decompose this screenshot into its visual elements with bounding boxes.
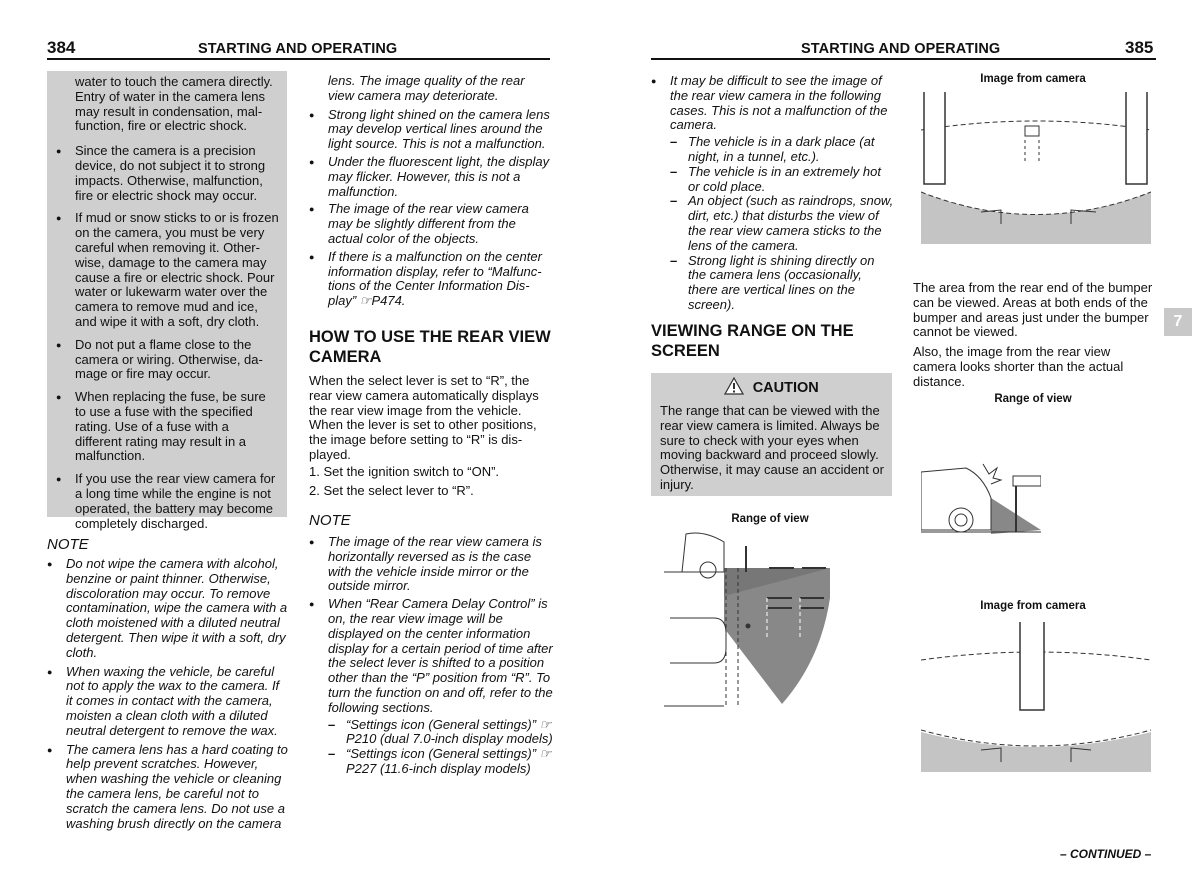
visibility-dash-list bbox=[670, 135, 895, 313]
caution-body: The range that can be viewed with the rear view camera is limited. Always be sure to check with your eyes when moving backward and proceed slowly. Otherwise, it may cause an accident or injury. bbox=[660, 403, 884, 492]
light-burst-icon bbox=[983, 464, 1001, 484]
left-header-title: STARTING AND OPERATING bbox=[198, 41, 398, 57]
left-page-number: 384 bbox=[47, 38, 76, 57]
note2-list bbox=[309, 535, 553, 716]
section-heading-how-to-use: HOW TO USE THE REAR VIEW CAMERA bbox=[309, 328, 551, 366]
visibility-item: ● It may be difficult to see the image of the rear view camera in the following cases. This is not a malfunction of the camera. bbox=[651, 74, 895, 133]
col2-list bbox=[309, 108, 553, 309]
right-header-title: STARTING AND OPERATING bbox=[801, 41, 1001, 57]
note2-dash-list bbox=[328, 718, 553, 777]
caution-header bbox=[651, 377, 892, 399]
note-item: ● When waxing the vehicle, be careful not to apply the wax to the camera. If it comes in contact with the camera, moisten a clean cloth with a diluted neutral detergent to remove the wax. bbox=[47, 665, 289, 739]
note2-item: ● The image of the rear view camera is horizontally reversed as is the case with the vehicle inside mirror or the outside mirror. bbox=[309, 535, 553, 594]
col2-intro: lens. The image quality of the rear view camera may deteriorate. bbox=[328, 73, 525, 103]
left-header-rule bbox=[47, 58, 550, 60]
warning-box bbox=[47, 71, 287, 531]
visibility-dash-item: – The vehicle is in a dark place (at night, in a tunnel, etc.). bbox=[670, 135, 895, 165]
car-top-icon bbox=[670, 618, 726, 663]
step-item: 1. Set the ignition switch to “ON”. bbox=[309, 464, 500, 479]
image-from-camera-caption-2: Image from camera bbox=[980, 600, 1086, 612]
warning-item: ● If mud or snow sticks to or is frozen on the camera, you must be very careful when removing it. Other-wise, damage to the camera may cause a fire or electric shock. Pour water or lukewarm water over the camera to remove mud and ice, and wipe it with a soft, dry cloth. bbox=[56, 211, 279, 329]
bumper-body-2: Also, the image from the rear view camera looks shorter than the actual distance. bbox=[913, 344, 1124, 389]
visibility-dash-item: – The vehicle is in an extremely hot or cold place. bbox=[670, 165, 895, 195]
note2-dash-item: – “Settings icon (General settings)” ☞P227 (11.6-inch display models) bbox=[328, 747, 553, 777]
camera-image-diagram-2 bbox=[921, 622, 1151, 772]
warning-item: ● When replacing the fuse, be sure to use a fuse with the specified rating. Use of a fuse with a different rating may result in a malfunction. bbox=[56, 390, 279, 464]
warning-item: ● If you use the rear view camera for a long time while the engine is not operated, the battery may become completely discharged. bbox=[56, 472, 279, 531]
note-list bbox=[47, 557, 289, 836]
warning-item: ● Do not put a flame close to the camera or wiring. Otherwise, da-mage or fire may occur. bbox=[56, 338, 279, 382]
note2-heading: NOTE bbox=[309, 512, 351, 529]
how-to-use-body: When the select lever is set to “R”, the rear view camera automatically displays the rear view image from the vehicle. When the lever is set to other positions, the image before setting to “R” is dis-played. bbox=[309, 373, 539, 462]
bumper-body-1: The area from the rear end of the bumper can be viewed. Areas at both ends of the bumper and areas just under the bumper cannot be viewed. bbox=[913, 280, 1153, 340]
visibility-dash-item: – Strong light is shining directly on the camera lens (occasionally, there are vertical lines on the screen). bbox=[670, 254, 895, 313]
warning-list bbox=[47, 138, 287, 531]
note-item: ● The camera lens has a hard coating to help prevent scratches. However, when washing the vehicle or cleaning the camera lens, be careful not to scratch the camera lens. Do not use a washing brush directly on the camera bbox=[47, 743, 289, 832]
center-pole-image bbox=[1020, 622, 1044, 710]
col2-item: ● If there is a malfunction on the center information display, refer to “Malfunc-tions of the Center Information Dis-play” ☞P474. bbox=[309, 250, 553, 309]
note2-item: ● When “Rear Camera Delay Control” is on, the rear view image will be displayed on the center information display for a certain period of time after the select lever is shifted to a position other than the “P” position from “R”. To turn the function on and off, refer to the following sections. bbox=[309, 597, 553, 715]
note-heading: NOTE bbox=[47, 536, 89, 553]
note2-block bbox=[309, 535, 553, 777]
col2-item: ● Strong light shined on the camera lens may develop vertical lines around the light source. This is not a malfunction. bbox=[309, 108, 553, 152]
warning-intro: water to touch the camera directly. Entry of water in the camera lens may result in condensation, mal-function, fire or electric shock. bbox=[75, 74, 273, 134]
right-col1-top bbox=[651, 74, 895, 313]
range-of-view-diagram-2 bbox=[921, 458, 1041, 536]
note2-dash-item: – “Settings icon (General settings)” ☞P210 (dual 7.0-inch display models) bbox=[328, 718, 553, 748]
caution-title: CAUTION bbox=[752, 380, 819, 396]
col2-top bbox=[309, 74, 553, 314]
step-item: 2. Set the select lever to “R”. bbox=[309, 482, 474, 498]
continued-label: – CONTINUED – bbox=[1060, 847, 1152, 861]
range-of-view-caption-2: Range of view bbox=[994, 393, 1072, 405]
camera-image-diagram-1 bbox=[921, 92, 1151, 244]
right-page-number: 385 bbox=[1125, 38, 1154, 57]
range-of-view-caption: Range of view bbox=[731, 513, 809, 525]
col2-item: ● Under the fluorescent light, the display may flicker. However, this is not a malfunction. bbox=[309, 155, 553, 199]
left-pole-image bbox=[924, 92, 945, 184]
right-header-rule bbox=[651, 58, 1156, 60]
right-pole-image bbox=[1126, 92, 1147, 184]
col2-item: ● The image of the rear view camera may be slightly different from the actual color of the objects. bbox=[309, 202, 553, 246]
visibility-list bbox=[651, 74, 895, 133]
steps-list bbox=[309, 465, 553, 503]
range-of-view-diagram bbox=[664, 528, 834, 710]
chapter-tab: 7 bbox=[1164, 308, 1192, 336]
warning-triangle-icon bbox=[724, 377, 744, 395]
caution-box bbox=[651, 373, 892, 496]
warning-item: ● Since the camera is a precision device, do not subject it to strong impacts. Otherwise, malfunction, fire or electric shock may occur. bbox=[56, 144, 279, 203]
section-heading-viewing-range: VIEWING RANGE ON THE SCREEN bbox=[651, 322, 854, 360]
wheel-icon bbox=[700, 562, 716, 578]
note-item: ● Do not wipe the camera with alcohol, benzine or paint thinner. Otherwise, discoloration may occur. To remove contamination, wipe the camera with a cloth moistened with a diluted neutral detergent. Then wipe it with a soft, dry cloth. bbox=[47, 557, 289, 661]
visibility-dash-item: – An object (such as raindrops, snow, dirt, etc.) that disturbs the view of the rear view camera sticks to the lens of the camera. bbox=[670, 194, 895, 253]
image-from-camera-caption-1: Image from camera bbox=[980, 73, 1086, 85]
